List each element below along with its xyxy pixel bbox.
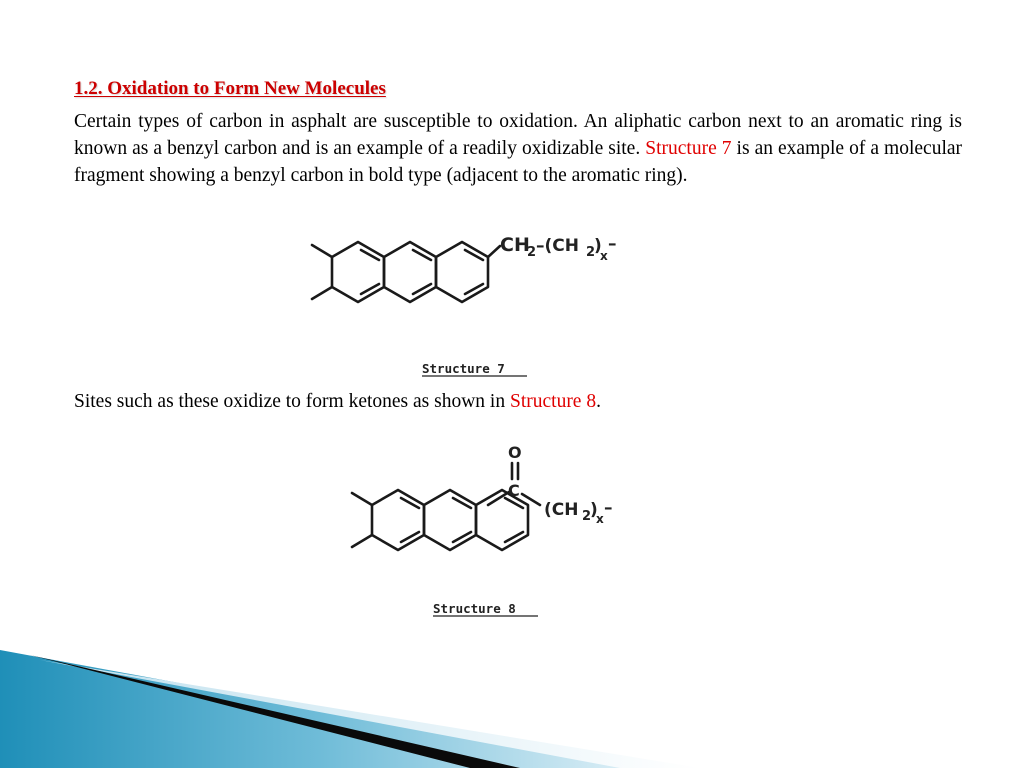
structure-8-caption: Structure 8 [433, 601, 516, 616]
struct7-close: ) [594, 236, 602, 256]
paragraph-ketones-end: . [596, 391, 601, 412]
paragraph-intro-text-end: is an example of a molecular fragment showing a benzyl carbon in bold type (adjacent to the aromatic ring). [74, 138, 963, 186]
struct7-ch2-label: CH [500, 234, 530, 256]
structure-8-link: Structure 8 [509, 391, 597, 412]
structure-7-link: Structure 7 [645, 138, 732, 159]
struct7-sub2: 2 [527, 245, 537, 260]
struct8-carbon: C [508, 481, 520, 500]
paragraph-intro-text: Certain types of carbon in asphalt are susceptible to oxidation. An aliphatic carbon next to an aromatic ring is known as a benzyl carbon and is an example of a readily oxidizable site. [74, 111, 962, 159]
struct8-close: ) [590, 500, 598, 520]
structure-7-caption: Structure 7 [422, 361, 505, 376]
struct7-sub2b: 2 [586, 245, 596, 260]
section-heading: 1.2. Oxidation to Form New Molecules [74, 78, 386, 99]
paragraph-ketones-text: Sites such as these oxidize to form ketones as shown in [74, 391, 506, 412]
struct8-subx: x [596, 512, 604, 526]
struct7-dash: – [608, 234, 617, 254]
struct7-subx: x [600, 249, 608, 263]
struct8-oxygen: O [508, 443, 522, 462]
struct8-dash: – [604, 498, 613, 518]
struct8-chain-label: (CH [544, 500, 579, 520]
struct7-chain-label: –(CH [536, 236, 579, 256]
struct8-sub2: 2 [582, 509, 592, 524]
